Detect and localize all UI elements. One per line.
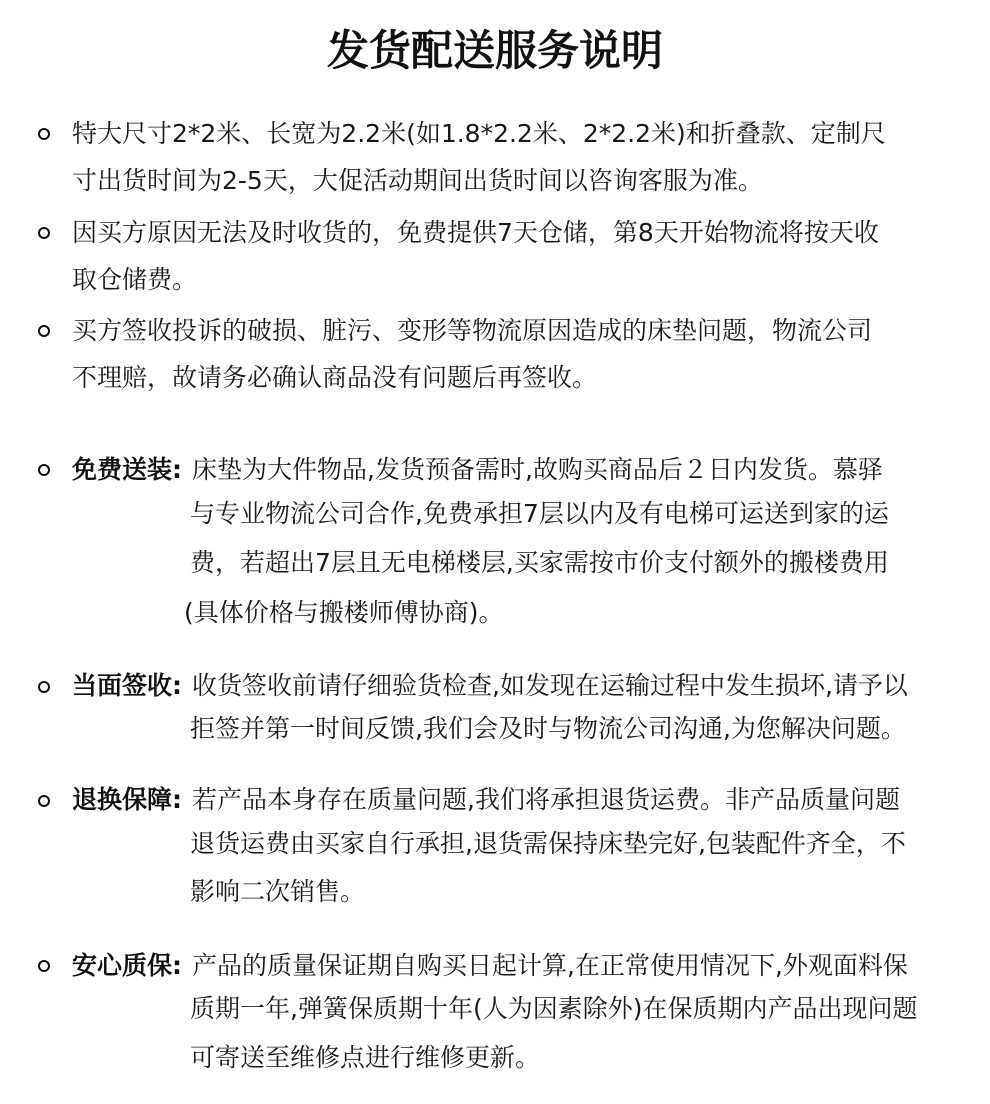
section-line: 与专业物流公司合作,免费承担7层以内及有电梯可运送到家的运 bbox=[190, 499, 889, 528]
note-line: 取仓储费。 bbox=[72, 265, 198, 294]
bullet-icon bbox=[38, 128, 50, 140]
note-line: 买方签收投诉的破损、脏污、变形等物流原因造成的床垫问题，物流公司 bbox=[72, 316, 873, 345]
bullet-icon bbox=[38, 325, 50, 337]
section-line: 可寄送至维修点进行维修更新。 bbox=[190, 1043, 541, 1072]
section-label-sign-in-person: 当面签收: bbox=[72, 671, 182, 700]
section-line: 产品的质量保证期自购买日起计算,在正常使用情况下,外观面料保 bbox=[192, 951, 908, 980]
note-3 bbox=[72, 307, 952, 401]
section-line: 床垫为大件物品,发货预备需时,故购买商品后２日内发货。慕驿 bbox=[192, 455, 883, 484]
section-line: (具体价格与搬楼师傅协商)。 bbox=[184, 598, 504, 627]
section-label-free-delivery: 免费送装: bbox=[72, 455, 182, 484]
bullet-icon bbox=[38, 227, 50, 239]
note-line: 因买方原因无法及时收货的，免费提供7天仓储，第8天开始物流将按天收 bbox=[72, 218, 879, 247]
section-label-quality-warranty: 安心质保: bbox=[72, 951, 182, 980]
bullet-icon bbox=[38, 960, 50, 972]
section-line: 影响二次销售。 bbox=[190, 877, 366, 906]
note-line: 不理赔，故请务必确认商品没有问题后再签收。 bbox=[72, 363, 598, 392]
section-line: 费，若超出7层且无电梯楼层,买家需按市价支付额外的搬楼费用 bbox=[190, 548, 889, 577]
section-line: 质期一年,弹簧保质期十年(人为因素除外)在保质期内产品出现问题 bbox=[190, 994, 918, 1023]
bullet-icon bbox=[38, 681, 50, 693]
note-2 bbox=[72, 209, 952, 303]
section-label-return-guarantee: 退换保障: bbox=[72, 785, 182, 814]
section-line: 退货运费由买家自行承担,退货需保持床垫完好,包装配件齐全，不 bbox=[190, 829, 906, 858]
bullet-icon bbox=[38, 795, 50, 807]
section-line: 若产品本身存在质量问题,我们将承担退货运费。非产品质量问题 bbox=[192, 785, 900, 814]
section-line: 拒签并第一时间反馈,我们会及时与物流公司沟通,为您解决问题。 bbox=[190, 714, 906, 743]
note-1 bbox=[72, 110, 952, 204]
section-line: 收货签收前请仔细验货检查,如发现在运输过程中发生损坏,请予以 bbox=[192, 671, 908, 700]
note-line: 特大尺寸2*2米、长宽为2.2米(如1.8*2.2米、2*2.2米)和折叠款、定制尺 bbox=[72, 119, 886, 148]
bullet-icon bbox=[38, 464, 50, 476]
page-title: 发货配送服务说明 bbox=[326, 26, 663, 75]
note-line: 寸出货时间为2-5天，大促活动期间出货时间以咨询客服为准。 bbox=[72, 166, 763, 195]
